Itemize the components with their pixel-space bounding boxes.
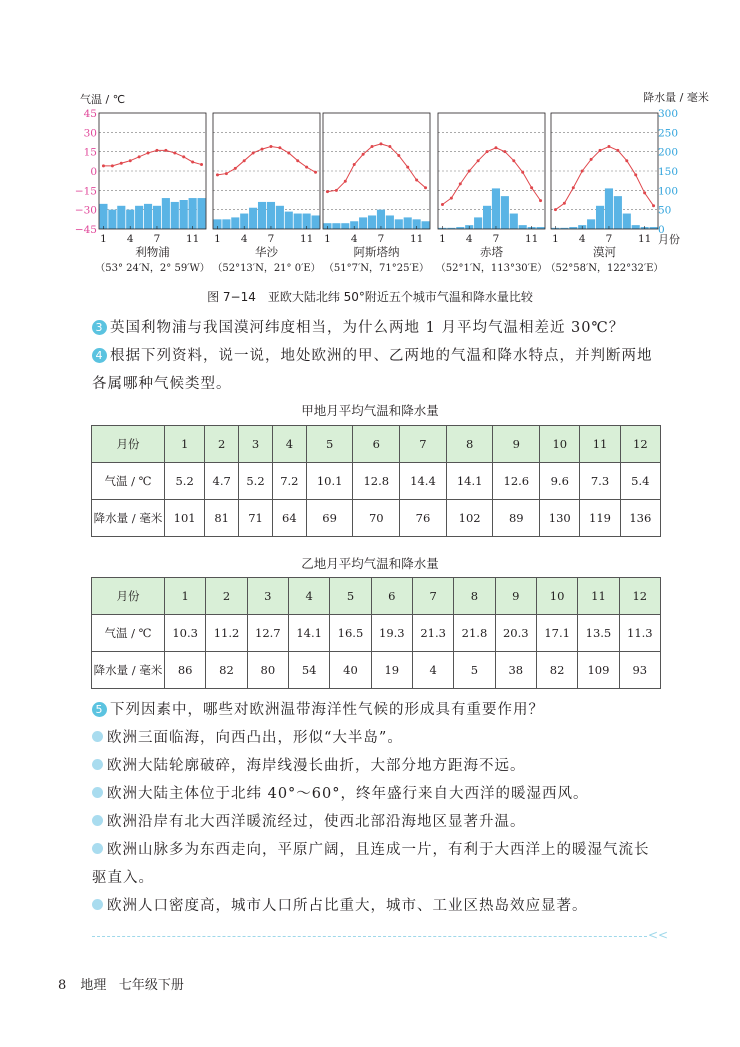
precipitation-bar [332,223,340,229]
month-axis-unit: 月份 [658,233,680,246]
row-label: 月份 [92,426,165,463]
row-label: 气温 / ℃ [92,463,165,500]
temperature-point [305,166,308,169]
month-tick-label: 7 [605,233,613,245]
precipitation-axis [658,108,678,236]
precipitation-bar [162,198,170,229]
table-cell: 7.3 [580,463,620,500]
temperature-point [388,145,391,148]
month-tick-label: 4 [578,233,586,245]
temperature-point [155,149,158,152]
table-cell: 40 [330,652,371,689]
table-cell: 5.2 [165,463,205,500]
bullet-icon [92,899,103,910]
table-cell: 1 [165,578,206,615]
city-panels [95,113,663,274]
question-3 [92,314,662,342]
precipitation-bar [483,206,491,229]
temperature-point [530,186,533,189]
table-cell: 1 [165,426,205,463]
temperature-point [424,186,427,189]
temperature-point [468,170,471,173]
temperature-point [147,151,150,154]
temperature-axis [75,108,97,236]
temperature-point [406,166,409,169]
temperature-tick-label: 45 [83,108,97,120]
precipitation-bar [395,219,403,229]
temperature-point [494,146,497,149]
month-tick-label: 11 [299,233,314,245]
double-chevron-icon: << [648,928,669,942]
city-name: 利物浦 [135,245,170,259]
question-5 [92,696,662,724]
precipitation-bar [153,206,161,229]
precipitation-bar [368,215,376,229]
table-cell: 21.8 [454,615,495,652]
temperature-line [555,147,653,210]
table-cell: 14.4 [400,463,447,500]
temperature-point [111,164,114,167]
precipitation-bar [587,219,595,229]
bullet-icon [92,843,103,854]
temperature-point [344,180,347,183]
table-row [92,578,661,615]
temperature-point [625,159,628,162]
table-cell: 6 [353,426,400,463]
temperature-point [353,163,356,166]
temperature-point [599,149,602,152]
table-cell: 3 [247,578,288,615]
precipitation-tick-label: 250 [658,127,679,140]
list-item: 欧洲三面临海，向西凸出，形似“大半岛”。 [92,724,662,752]
temperature-point [326,190,329,193]
city-coordinates: （51°7′N，71°25′E） [323,263,430,274]
temperature-point [362,153,365,156]
precipitation-tick-label: 200 [658,146,679,159]
table-cell: 101 [165,500,205,537]
table-cell: 11.3 [619,615,660,652]
table-cell: 102 [446,500,493,537]
table-cell: 82 [536,652,577,689]
temperature-line [442,148,540,205]
precipitation-bar [341,223,349,229]
precipitation-bar [294,214,302,229]
table-cell: 70 [353,500,400,537]
precipitation-bar [258,202,266,229]
temperature-tick-label: −15 [74,185,97,198]
table-a-title: 甲地月平均气温和降水量 [301,403,439,418]
temperature-point [539,199,542,202]
city-chart-1 [95,113,209,274]
table-cell: 8 [446,426,493,463]
table-cell: 5 [306,426,353,463]
table-cell: 13.5 [578,615,619,652]
city-name: 赤塔 [480,245,503,259]
city-coordinates: （52°1′N，113°30′E） [435,263,548,274]
month-tick-label: 7 [492,233,500,245]
city-chart-2 [212,113,320,274]
table-cell: 54 [288,652,329,689]
precipitation-bar [171,202,179,229]
table-row [92,463,661,500]
temperature-point [120,162,123,165]
city-chart-5 [546,113,664,274]
temperature-point [572,186,575,189]
table-cell: 109 [578,652,619,689]
precipitation-bar [222,219,230,229]
table-a [91,425,661,537]
precipitation-bar [99,204,107,229]
precipitation-bar [623,214,631,229]
temperature-point [182,155,185,158]
temperature-point [554,208,557,211]
temperature-point [441,203,444,206]
table-cell: 119 [580,500,620,537]
row-label: 降水量 / 毫米 [92,500,165,537]
precipitation-bar [231,217,239,229]
month-tick-label: 1 [324,233,331,245]
list-item: 欧洲沿岸有北大西洋暖流经过，使西北部沿海地区显著升温。 [92,808,662,836]
table-cell: 8 [454,578,495,615]
precipitation-bar [421,221,429,229]
temperature-point [450,197,453,200]
temperature-point [261,148,264,151]
table-cell: 10.3 [165,615,206,652]
table-cell: 5.4 [620,463,660,500]
precipitation-bar [285,212,293,229]
temperature-line [103,150,201,165]
temperature-point [225,172,228,175]
city-coordinates: （52°58′N，122°32′E） [545,263,664,274]
question-3-number: 3 [92,320,107,335]
table-cell: 80 [247,652,288,689]
temperature-tick-label: 0 [90,166,97,178]
month-tick-label: 1 [214,233,221,245]
precipitation-bar [519,225,527,229]
table-cell: 136 [620,500,660,537]
list-item: 欧洲山脉多为东西走向，平原广阔，且连成一片，有利于大西洋上的暖湿气流长驱直入。 [92,842,650,886]
month-tick-label: 4 [465,233,473,245]
table-cell: 4 [412,652,453,689]
precipitation-bar [267,202,275,229]
table-row [92,615,661,652]
precipitation-tick-label: 50 [658,204,672,217]
temperature-point [138,155,141,158]
city-chart-4 [436,113,548,274]
city-name: 漠河 [593,245,616,259]
temperature-point [164,149,167,152]
precipitation-bar [596,206,604,229]
precipitation-bar [249,208,257,229]
month-tick-label: 1 [439,233,446,245]
table-cell: 64 [272,500,306,537]
temperature-point [486,150,489,153]
table-cell: 14.1 [446,463,493,500]
table-cell: 4.7 [205,463,239,500]
table-cell: 38 [495,652,536,689]
question-5-text: 下列因素中，哪些对欧洲温带海洋性气候的形成具有重要作用？ [110,702,544,718]
table-cell: 17.1 [536,615,577,652]
precipitation-bar [197,198,205,229]
table-cell: 10 [536,578,577,615]
temperature-point [581,170,584,173]
table-cell: 20.3 [495,615,536,652]
question-4 [92,342,662,398]
table-cell: 3 [239,426,273,463]
table-cell: 82 [206,652,247,689]
table-cell: 12 [620,426,660,463]
row-label: 降水量 / 毫米 [92,652,165,689]
right-axis-title: 降水量 / 毫米 [643,91,709,104]
month-tick-label: 4 [126,233,134,245]
list-item: 欧洲大陆主体位于北纬 40°～60°，终年盛行来自大西洋的暖湿西风。 [92,780,662,808]
precipitation-bar [510,214,518,229]
table-cell: 5 [330,578,371,615]
table-cell: 6 [371,578,412,615]
bullet-icon [92,815,103,826]
row-label: 气温 / ℃ [92,615,165,652]
figure-caption: 图 7−14 亚欧大陆北纬 50°附近五个城市气温和降水量比较 [207,290,533,304]
precipitation-bar [117,206,125,229]
temperature-point [269,145,272,148]
precipitation-bar [605,188,613,229]
month-tick-label: 7 [267,233,275,245]
table-cell: 12.6 [493,463,540,500]
precipitation-tick-label: 300 [658,108,679,120]
temperature-point [652,204,655,207]
table-cell: 130 [540,500,580,537]
temperature-point [503,150,506,153]
temperature-point [102,164,105,167]
table-cell: 19.3 [371,615,412,652]
month-tick-label: 11 [524,233,539,245]
temperature-point [371,145,374,148]
question-3-text: 英国利物浦与我国漠河纬度相当，为什么两地 1 月平均气温相差近 30℃？ [110,320,625,336]
precipitation-bar [632,225,640,229]
precipitation-bar [474,217,482,229]
temperature-point [335,189,338,192]
temperature-point [173,151,176,154]
table-cell: 5.2 [239,463,273,500]
temperature-point [200,163,203,166]
section-divider [92,936,647,937]
month-tick-label: 4 [350,233,358,245]
city-chart-3 [323,113,430,274]
temperature-point [512,159,515,162]
table-cell: 86 [165,652,206,689]
temperature-point [590,158,593,161]
table-cell: 89 [493,500,540,537]
month-tick-label: 11 [409,233,424,245]
month-tick-label: 1 [552,233,559,245]
table-cell: 11 [580,426,620,463]
table-cell: 12.8 [353,463,400,500]
temperature-point [397,154,400,157]
precipitation-bar [180,200,188,229]
precipitation-bar [359,217,367,229]
table-cell: 12 [619,578,660,615]
table-row [92,500,661,537]
question-4-number: 4 [92,348,107,363]
temperature-point [379,142,382,145]
temperature-point [216,173,219,176]
city-coordinates: （52°13′N，21° 0′E） [212,263,321,274]
precipitation-bar [614,196,622,229]
list-item: 欧洲人口密度高，城市人口所占比重大，城市、工业区热岛效应显著。 [92,892,662,920]
table-b [91,577,661,689]
temperature-point [563,202,566,205]
temperature-point [234,167,237,170]
city-name: 华沙 [255,245,278,259]
temperature-point [287,151,290,154]
temperature-tick-label: −45 [74,224,97,236]
question-5-number: 5 [92,702,107,717]
precipitation-tick-label: 0 [658,224,665,236]
table-cell: 71 [239,500,273,537]
table-cell: 7 [412,578,453,615]
table-row [92,652,661,689]
month-tick-label: 11 [185,233,200,245]
table-cell: 19 [371,652,412,689]
temperature-line [217,147,315,175]
table-cell: 76 [400,500,447,537]
temperature-point [243,159,246,162]
temperature-line [327,144,425,192]
footer-grade: 七年级下册 [118,978,184,993]
temperature-tick-label: −30 [74,204,97,217]
precipitation-tick-label: 150 [658,166,679,178]
table-cell: 2 [205,426,239,463]
table-cell: 16.5 [330,615,371,652]
bullet-list [92,724,662,920]
temperature-point [191,160,194,163]
temperature-point [252,151,255,154]
table-cell: 9 [493,426,540,463]
table-b-title: 乙地月平均气温和降水量 [301,556,439,571]
precipitation-bar [144,204,152,229]
table-row [92,426,661,463]
footer-subject: 地理 [80,978,107,993]
table-cell: 14.1 [288,615,329,652]
temperature-point [278,146,281,149]
list-item: 欧洲大陆轮廓破碎，海岸线漫长曲折，大部分地方距海不远。 [92,752,662,780]
precipitation-bar [108,210,116,229]
month-tick-label: 1 [100,233,107,245]
temperature-point [459,182,462,185]
table-cell: 9.6 [540,463,580,500]
page-footer [58,974,184,993]
temperature-point [643,191,646,194]
bullet-icon [92,787,103,798]
month-tick-label: 7 [153,233,161,245]
table-cell: 11.2 [206,615,247,652]
table-cell: 21.3 [412,615,453,652]
precipitation-bar [276,206,284,229]
month-tick-label: 11 [637,233,652,245]
temperature-point [314,171,317,174]
left-axis-title: 气温 / ℃ [80,93,126,106]
month-tick-label: 4 [240,233,248,245]
precipitation-bar [404,217,412,229]
table-cell: 9 [495,578,536,615]
table-cell: 81 [205,500,239,537]
table-cell: 12.7 [247,615,288,652]
table-cell: 93 [619,652,660,689]
precipitation-bar [386,215,394,229]
table-cell: 4 [272,426,306,463]
precipitation-bar [501,196,509,229]
table-cell: 11 [578,578,619,615]
question-4-text: 根据下列资料，说一说，地处欧洲的甲、乙两地的气温和降水特点，并判断两地各属哪种气候类型。 [92,348,653,392]
temperature-point [616,149,619,152]
temperature-point [477,159,480,162]
temperature-point [415,179,418,182]
table-cell: 69 [306,500,353,537]
month-tick-label: 7 [377,233,385,245]
table-cell: 4 [288,578,329,615]
temperature-point [634,173,637,176]
precipitation-bar [189,198,197,229]
temperature-tick-label: 30 [83,127,97,140]
precipitation-tick-label: 100 [658,185,679,198]
temperature-tick-label: 15 [83,146,97,159]
precipitation-bar [135,206,143,229]
climate-charts-figure [0,0,740,280]
temperature-point [607,145,610,148]
city-coordinates: （53° 24′N，2° 59′W） [95,263,210,274]
table-cell: 10.1 [306,463,353,500]
bullet-icon [92,759,103,770]
temperature-point [129,159,132,162]
table-cell: 7.2 [272,463,306,500]
precipitation-bar [492,188,500,229]
temperature-point [521,171,524,174]
table-cell: 10 [540,426,580,463]
table-cell: 2 [206,578,247,615]
precipitation-bar [311,215,319,229]
page-number: 8 [58,978,67,993]
table-cell: 5 [454,652,495,689]
row-label: 月份 [92,578,165,615]
bullet-icon [92,731,103,742]
table-cell: 7 [400,426,447,463]
city-name: 阿斯塔纳 [353,245,400,259]
temperature-point [296,159,299,162]
